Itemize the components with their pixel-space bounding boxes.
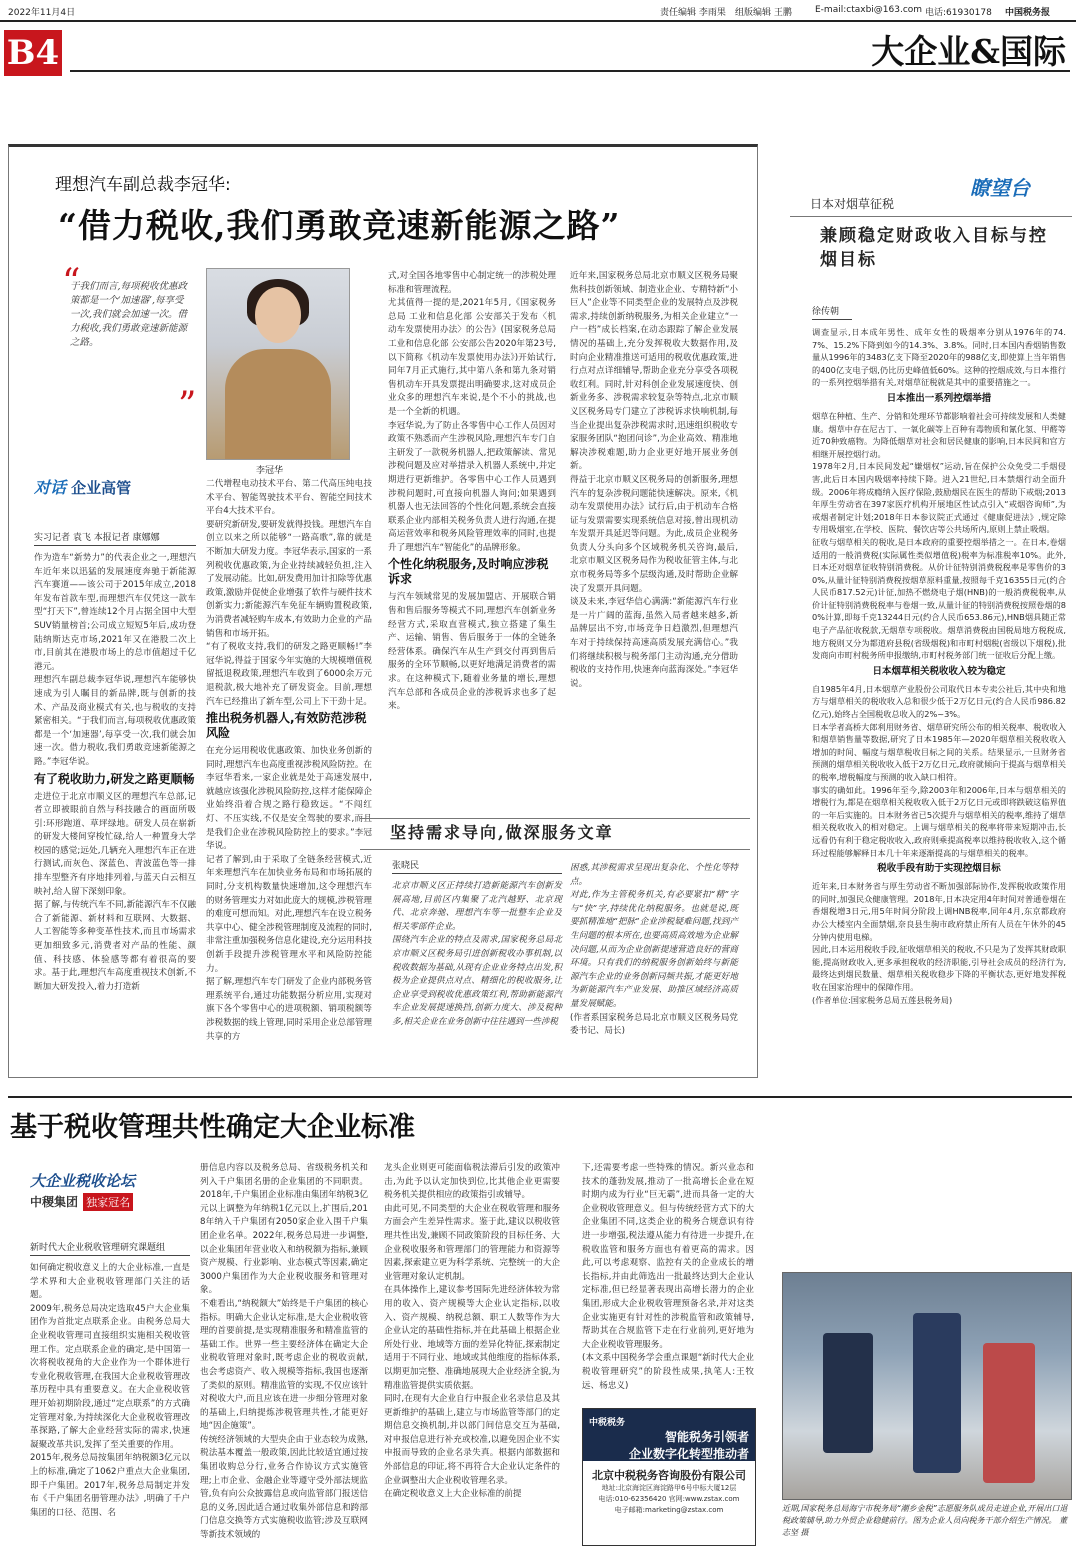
right-author: 徐传朝	[812, 304, 852, 320]
bottom-c1: 如何确定税收意义上的大企业标准,一直是学术界和大企业税收管理部门关注的话题。 2009年,税务总局决定选取45户大企业集团作为首批定点联系企业。由税务总局大企业税收管理司直接组织实施相关税收管理工作。定点联系企业的确定,是中国第一次将税收视角的大企业作为一个群体进行专业化税收管理,在我国大企业税收管理改革历程中具有重要意义。在大企业税收管理开始初期阶段,通过“定点联系”的方式确定管理对象,为持续深化大企业税收管理改革探路,了解大企业经营实际的需求,快速凝聚改革共识,发挥了至关重要的作用。 2015年,税务总局按集团年纳税额3亿元以上的标准,确定了1062户重点大企业集团,即千户集团。2017年,税务总局制定并发布《千户集团名册管理办法》,明确了千户集团的口径、范围、名	[30, 1263, 190, 1518]
page-number: B4	[4, 30, 62, 76]
bottom-rule	[8, 1096, 1072, 1098]
column-logo	[34, 475, 199, 515]
right-kicker: 日本对烟草征税	[810, 197, 895, 211]
inset-col-2	[570, 862, 738, 1039]
editor-credit: 责任编辑 李雨果	[660, 8, 726, 18]
ad-company: 北京中税税务咨询股份有限公司	[592, 1469, 746, 1482]
factory-photo	[782, 1272, 1072, 1500]
right-subhead-1: 日本推出一系列控烟举措	[886, 392, 992, 404]
main-col4b-text: 谈及未来,李冠华信心满满:“新能源汽车行业是一片广阔的蓝海,虽然入局者越来越多,新品牌层出不穷,市场竞争日趋激烈,但理想汽车对于持续保持高速高质发展充满信心。”我们将继续积极与税务部门主动沟通,充分借助税收的支持作用,快速奔向蓝海深处。”李冠华说。	[570, 597, 738, 689]
main-headline: “借力税收,我们勇敢竞速新能源之路”	[58, 206, 621, 245]
bottom-headline: 基于税收管理共性确定大企业标准	[10, 1112, 415, 1143]
right-p3: 自1985年4月,日本烟草产业股份公司取代日本专卖公社后,其中央和地方与烟草相关的税收收入总和很少低于2万亿日元(约合人民币986.82亿元),始终占全国税收总收入的2%~3%。 日本学者高桥大郎利用财务省、烟草研究所公布的相关税率、税收收入和烟草销售量等数据,研究了日本1985年—2020年烟草相关税收收入增加的时间、幅度与烟草税收目标之间的关系。结果显示,一旦财务省预测的烟草相关税收收入低于2万亿日元,政府就倾向于提高与烟草相关的税率,增税幅度与预测的收入缺口相符。 事实的确如此。1996年至今,除2003年和2006年,日本与烟草相关的增税行为,都是在烟草相关税收收入低于2万亿日元或即将跌破这临界值的一年后实施的。日本财务省已5次提升与烟草相关的税率,维持了烟草相关税收收入的相对稳定。上调与烟草相关的税率将带来短期冲击,长远看仍有利于稳定税收收入,政府则乘提高税率以维持税收收入,这个循环过程能够解释日本几十年来逐渐提高的与烟草相关的税率。	[812, 683, 1066, 858]
right-subhead-3: 税收手段有助于实现控烟目标	[877, 863, 1001, 875]
main-col2-text: 二代增程电动技术平台、第二代高压纯电技术平台、智能驾驶技术平台、智能空间技术平台4大技术平台。 要研究新研发,要研发就得投钱。理想汽车自创立以来之所以能够“一路高歌”,靠的就是不断加大研发力度。李冠华表示,国家的一系列税收优惠政策,为企业持续减轻负担,注入了发展动能。比如,研发费用加计扣除等优惠政策,激励并促使企业增强了软件与硬件技术创新实力;新能源汽车免征车辆购置税政策,为消费者减轻购车成本,有效助力企业的产品销售和市场开拓。 “有了税收支持,我们的研发之路更顺畅!”李冠华说,得益于国家今年实施的大规模增值税留抵退税政策,理想汽车收到了6000余万元退税款,极大地补充了研发资金。目前,理想汽车已经推出了新车型,公司上下干劲十足。	[206, 479, 373, 707]
inset-col1-text: 北京市顺义区正持续打造新能源汽车创新发展高地,目前区内集聚了北汽越野、北京现代、北京奔驰、理想汽车等一批整车企业及相关零部件企业。 围绕汽车企业的特点及需求,国家税务总局北京市顺义区税务局引进创新税收办事机制,以税收数据为基础,从现有企业业务特点出发,积极为企业提供点对点、精细化的税收服务,让企业享受到税收优惠政策红利,帮助新能源汽车企业发展提速换挡,创新力度大、涉及税种多,相关企业在业务创新中往往遇到一些涉税	[392, 881, 562, 1027]
bottom-col-1	[30, 1240, 190, 1520]
right-subhead-2: 日本烟草相关税收收入较为稳定	[872, 665, 1006, 677]
paper-name: 中国税务报	[1005, 8, 1051, 18]
forum-logo	[30, 1170, 190, 1218]
portrait-photo	[206, 268, 350, 460]
masthead-bar	[0, 0, 1076, 22]
ad-brand: 中税税务	[589, 1418, 626, 1428]
right-p4: 近年来,日本财务省与厚生劳动省不断加强部际协作,发挥税收政策作用的同时,加强民众健康管理。2018年,日本决定用4年时间对普通卷烟在香烟税增3日元,用5年时间分阶段上调HNB税率,同年4月,东京都政府办公大楼室内全面禁烟,奈良县生驹市政府禁止所有人员在午休外的45分钟内使用电梯。 因此,日本运用税收手段,征收烟草相关的税收,不只是为了发挥其财政职能,提高财政收入,更多承担税收的经济职能,引导社会成员的经济行为,最终达到烟民数量、烟草相关税收稳步下降的平衡状态,更好地发挥税收在国家治理中的保障作用。	[812, 881, 1066, 992]
contact-email: E-mail:ctaxbi@163.com	[815, 5, 923, 15]
ad-slogan-1: 智能税务引领者	[664, 1430, 749, 1444]
main-subhead-3: 个性化纳税服务,及时响应涉税诉求	[388, 557, 549, 587]
main-col3-text: 式,对全国各地零售中心制定统一的涉税处理标准和管理流程。 尤其值得一提的是,2021年5月,《国家税务总局 工业和信息化部 公安部关于发布〈机动车发票使用办法〉的公告》(国家税务总局 工业和信息化部 公安部公告2020年第23号,以下简称《机动车发票使用办法》)开始试行,同年7月正式施行,其中第八条和第九条对销售机动车开具发票提出明确要求,这对成员企业众多的理想汽车来说,是个不小的挑战,也是一个全新的机遇。 李冠华说,为了防止各零售中心工作人员因对政策不熟悉而产生涉税风险,理想汽车专门自主研发了一款税务机器人,把政策解读、常见涉税问题及应对举措录入机器人系统中,并定期进行更新维护。各零售中心工作人员遇到涉税问题时,可直接向机器人询问;如果遇到机器人也无法回答的个性化问题,系统会直接联系企业内部相关税务负责人进行沟通,在提高运营效率和税务风险管理效率的同时,也提升了理想汽车“智能化”的品牌形象。	[388, 271, 556, 553]
inset-col-1	[392, 858, 562, 1030]
header-rule	[70, 70, 1070, 72]
main-col-3	[388, 270, 556, 714]
issue-date: 2022年11月4日	[8, 8, 76, 18]
close-quote-icon: ”	[178, 385, 197, 426]
bottom-c2: 册信息内容以及税务总局、省级税务机关和列入千户集团名册的企业集团的不同职责。2018年,千户集团企业标准由集团年纳税3亿元以上调整为年纳税1亿元以上,扩围后,2018年纳入千户集团有2050家企业入围千户集团企业名单。2022年,税务总局进一步调整,以企业集团年营业收入和纳税额为指标,兼顾资产规模、行业影响、业态模式等因素,确定3000户集团作为大企业税收服务和管理对象。 不难看出,“纳税额大”始终是千户集团的核心指标。明确大企业认定标准,是大企业税收管理的首要前提,是实现精准服务和精准监管的基础工作。世界一些主要经济体在确定大企业税收管理对象时,既考虑企业的税收贡献,也会考虑资产、收入规模等指标,我国也逐渐了类似的原则。精准监管的实现,不仅应该针对税收大户,而且应该在进一步细分管理对象的基础上,归纳提炼涉税管理共性,才能更好地“因企施策”。 传统经济领域的大型央企由于业态较为成熟,税法基本覆盖一般政策,因此比较适宜通过按集团收购总分行,业务合作协议方式实施管理;上市企业、金融企业等遵守受外部法规监管,负有向公众披露信息或向监管部门报送信息的义务,因此适合通过收集外部信息和跨部门信息交换等方式实施税收监管;涉及互联网等新技术领域的	[200, 1163, 368, 1541]
main-col1-text: 作为造车“新势力”的代表企业之一,理想汽车近年来以迅猛的发展速度奔驰于新能源汽车赛道——该公司于2015年成立,2018年发布首款车型,而理想汽车仅凭这一款车型“打天下”,曾连续12个月占据全国中大型SUV销量榜首;公司成立短短5年后,成功登陆纳斯达克市场,2021年又在港股二次上市,目前其在港股市场上的总市值超过千亿港元。 理想汽车副总裁李冠华说,理想汽车能够快速成为引人瞩目的新品牌,既与创新的技术、产品及商业模式有关,也与税收的支持紧密相关。“于我们而言,每项税收优惠政策都是一个‘加速器’,每享受一次,我们就会加速一次。借力税收,我们勇敢竞速新能源之路。”李冠华说。	[34, 553, 196, 767]
column-logo-mark: 对话	[34, 478, 67, 497]
main-subhead-2: 推出税务机器人,有效防范涉税风险	[206, 711, 367, 741]
ad-slogan-2: 企业数字化转型推动者	[628, 1447, 749, 1461]
forum-badge: 独家冠名	[83, 1193, 133, 1211]
right-headline: 兼顾稳定财政收入目标与控烟目标	[820, 226, 1048, 270]
ad-address: 地址:北京海淀区海淀路甲6号中标大厦12层	[601, 1484, 737, 1492]
forum-sponsor: 中稷集团	[30, 1195, 79, 1209]
advertisement	[582, 1408, 756, 1546]
open-quote-icon: “	[62, 262, 81, 303]
main-col-4	[570, 270, 738, 691]
section-title: 大企业&国际	[871, 32, 1066, 71]
bottom-byline: 新时代大企业税收管理研究课题组	[30, 1240, 190, 1256]
right-p1: 调查显示,日本成年男性、成年女性的吸烟率分别从1976年的74.7%、15.2%下降到如今的14.3%、3.8%。同时,日本国内香烟销售数量从1996年的3483亿支下降至2020年的988亿支,即使算上当年销售的400亿支电子烟,仍比历史峰值低60%。这种的控烟成效,与日本推行的一系列控烟举措有关,对烟草征税就是其中的重要措施之一。	[812, 327, 1066, 388]
right-p2: 烟草在种植、生产、分销和处理环节都影响着社会可持续发展和人类健康。烟草中存在尼古丁、一氧化碳等上百种有毒物质和氰化氢、甲醛等近70种致癌物。为降低烟草对社会和居民健康的影响,日本民间和官方相继开展控烟行动。 1978年2月,日本民间发起“嫌烟权”运动,旨在保护公众免受二手烟侵害,此后日本国内吸烟率持续下降。进入21世纪,日本禁烟行动全面升级。2006年将成瘾纳入医疗保险,鼓励烟民在医生的帮助下戒烟;2013年厚生劳动省在397家医疗机构开展地区性试点引入“戒烟咨询师”,为戒烟者制定计划;2018年日本参议院正式通过《健康促进法》,规定除专用吸烟室,在学校、医院、餐饮店等公共场所内,原则上禁止吸烟。 征收与烟草相关的税收,是日本政府的重要控烟举措之一。在日本,卷烟适用的一般消费税(实际属性类似增值税)税率为标准税率10%。此外,日本还对烟草征收特别消费税。从价计征特别消费税税率是零售价的30%,从量计征特别消费税按烟草原料重量,按照每千克16355日元(约合人民币817.52元)计征,加热不燃烧电子烟(HNB)的一般消费税税率,从价计征特别消费税税率与卷烟一致,从量计征的特别消费税按照卷烟的80%计算,即每千克13244日元(约合人民币653.86元),HNB烟具随正常电子产品征收税款,无烟草专项税收。烟草消费税由国税局地方税税成,地方税则又分为都道府县税(省级烟税)和市町村烟税(省级以下烟税),批发商向市町村税务所申报缴纳,市町村税务部门统一征收后分配上缴。	[812, 410, 1066, 661]
main-col3b-text: 与汽车领域常见的发展加盟店、开展联合销售和售后服务等模式不同,理想汽车创新业务经营方式,采取直营模式,独立搭建了集生产、运输、销售、售后服务于一体的全链条经营体系。确保汽车从生产到交付再到售后服务的全环节顺畅,以更好地满足消费者的需求。在这种模式下,随着业务量的增长,理想汽车总部和各成员企业的涉税诉求也多了起来。	[388, 592, 556, 712]
column-logo-name: 企业高管	[71, 479, 132, 497]
right-col-body	[812, 304, 1066, 1006]
main-byline: 实习记者 袁飞 本报记者 康娜娜	[34, 530, 196, 546]
main-col1b-text: 走进位于北京市顺义区的理想汽车总部,记者立即被眼前自然与科技融合的画面所吸引:环形跑道、草坪绿地。研发人员在崭新的研发大楼间穿梭忙碌,给人一种置身大学校园的感觉;远处,几辆充入理想汽车正在进行测试,而灰色、深蓝色、青波蓝色等一排排车型整齐有序地排列着,与蓝天白云相互映衬,给人留下深刻印象。 据了解,与传统汽车不同,新能源汽车不仅融合了新能源、新材料和互联网、大数据、人工智能等多种变革性技术,而且市场需求更加细致多元,消费者对产品的性能、颜值、科技感、体验感等都有着很高的要求。基于此,理想汽车高度重视技术创新,不断加大研发投入,着力打造新	[34, 791, 196, 992]
bottom-c3: 龙头企业则更可能面临税法滞后引发的政策冲击,为此予以认定加快到位,比其他企业更需要税务机关提供相应的政策指引或辅导。 由此可见,不同类型的大企业在税收管理和服务方面会产生差异性需求。鉴于此,建议以税收管理共性出发,兼顾不同政策阶段的目标任务、大企业税收服务和管理部门的管理能力和资源等因素,探索建立更为科学系统、完整统一的大企业管理对象认定机制。 在具体操作上,建议参考国际先进经济体较为常用的收入、资产规模等大企业认定指标,以收入、资产规模、纳税总额、职工人数等作为大企业认定的基础性指标,并在此基础上根据企业所处行业、地域等方面的差异化特征,探索制定适用于不同行业、地域或其他维度的指标体系,以期更加完整、准确地展现大企业经济全貌,为精准监管提供实质依据。 同时,在现有大企业自行申报企业名录信息及其更新维护的基础上,建立与市场监管等部门的定期信息交换机制,并以部门间信息交互为基础,对申报信息进行补充或校准,以避免因企业不实申报而导致的企业名录失真。根据内部数据和外部信息的印证,将不再符合大企业认定条件的企业调整出大企业税收管理名录。 在确定税收意义上大企业标准的前提	[384, 1163, 560, 1500]
inset-title: 坚持需求导向,做深服务文章	[390, 823, 614, 842]
inset-col2-text: 困惑,其涉税需求呈现出复杂化、个性化等特点。 对此,作为主管税务机关,有必要紧扣“精”字与“快”字,持续优化纳税服务。也就是说,既要抓精准地“把脉”企业涉税疑难问题,找到产生问题的根本所在,也要高质高效地为企业解决问题,从而为企业创新提速营造良好的营商环境。只有我们的纳税服务创新始终与新能源汽车企业的业务创新同频共振,才能更好地为新能源汽车产业发展、助推区域经济高质量发展赋能。	[570, 863, 738, 1009]
contact-phone: 电话:61930178	[925, 8, 992, 18]
typesetter-credit: 组版编辑 王鹏	[735, 8, 792, 18]
inset-author: 张晓民	[392, 858, 562, 874]
bottom-col-3	[384, 1162, 560, 1502]
portrait-caption: 李冠华	[256, 466, 284, 476]
main-kicker: 理想汽车副总裁李冠华:	[55, 175, 231, 195]
bottom-col-2	[200, 1162, 368, 1543]
bottom-col-4	[582, 1162, 754, 1393]
ad-email: 电子邮箱:marketing@zstax.com	[614, 1506, 724, 1514]
bottom-c4: 下,还需要考虑一些特殊的情况。新兴业态和技术的蓬勃发展,推动了一批高增长企业在短时期内成为行业“巨无霸”,进而具备一定的大企业税收管理意义。但与传统经营方式下的大企业集团不同,这类企业的税务合规意识有待进一步增强,税法遵从能力有待进一步提升,在税收监管和服务方面也有着更高的需求。因此,可以考虑观察、监控有关的企业成长的增长指标,并由此筛选出一批最终达到大企业认定标准,但已经显著表现出高增长潜力的企业集团,形成大企业税收管理预备名录,并对这类企业实施更有针对性的涉税监管和政策辅导,帮助其在合规监管下走在行业前列,更好地为大企业税收管理服务。 (本文系中国税务学会重点课题“新时代大企业税收管理研究”的阶段性成果,执笔人:王牧远、杨忠义)	[582, 1163, 754, 1391]
photo-caption: 近期,国家税务总局海宁市税务局“潮乡金税”志愿服务队成员走进企业,开展出口退税政策辅导,助力外贸企业稳健前行。图为企业人员向税务干部介绍生产情况。 董志坚 摄	[782, 1504, 1068, 1537]
right-note: (作者单位:国家税务总局五莲县税务局)	[812, 994, 953, 1005]
right-column-tag: 瞭望台	[970, 176, 1030, 200]
main-col-1	[34, 530, 196, 994]
ad-phone: 电话:010-62356420 官网:www.zstax.com	[598, 1495, 740, 1503]
main-col4-text: 近年来,国家税务总局北京市顺义区税务局聚焦科技创新领域、制造业企业、专精特新“小巨人”企业等不同类型企业的发展特点及涉税需求,持续创新纳税服务,为相关企业建立“一户一档”成长档案,在动态跟踪了解企业发展情况的基础上,充分发挥税收大数据作用,及时向企业精准推送可适用的税收优惠政策,进行点对点详细辅导,帮助企业充分享受各项税收红利。同时,针对科创企业发展速度快、创新业务多、涉税需求较复杂等特点,北京市顺义区税务局专门建立了涉税诉求快响机制,每当企业提出复杂涉税需求时,迅速组织税收专家服务团队“抱团问诊”,为企业高效、精准地解决涉税难题,助力企业更好地开展业务创新。 得益于北京市顺义区税务局的创新服务,理想汽车的复杂涉税问题能快速解决。原来,《机动车发票使用办法》试行后,由于机动车合格证与发票需要实现系统信息对接,曾出现机动车发票开具延迟等问题。为此,成员企业税务负责人分头向多个区域税务机关咨询,最后,北京市顺义区税务局作为税收征管主体,与北京市税务局等多个层级沟通,及时帮助企业解决了发票开具问题。	[570, 271, 738, 594]
main-col-2	[206, 478, 372, 1044]
forum-name: 大企业税收论坛	[30, 1172, 136, 1190]
pull-quote: 于我们而言,每项税收优惠政策都是一个‘加速器’,每享受一次,我们就会加速一次。借力税收,我们勇敢竞速新能源之路。	[70, 281, 188, 348]
main-col2b-text: 在充分运用税收优惠政策、加快业务创新的同时,理想汽车也高度重视涉税风险防控。在李冠华看来,一家企业就是处于高速发展中,就越应该强化涉税风险防控,这样才能保障企业始终沿着合规之路行稳致远。“不闯红灯、不压实线,不仅是安全驾驶的要求,而且是我们企业在涉税风险防控上的要求。”李冠华说。 记者了解到,由于采取了全链条经营模式,近年来理想汽车在加快业务布局和市场拓展的同时,分支机构数量快速增加,这令理想汽车的财务管理实力对如此庞大的规模,涉税管理的难度可想而知。对此,理想汽车在设立税务共享中心、健全涉税管理制度及流程的同时,非常注重加强税务信息化建设,充分运用科技创新手段提升涉税管理水平和风险防控能力。 据了解,理想汽车专门研发了企业内部税务管理系统平台,通过功能数据分析应用,实现对旗下各个零售中心的进项税额、销项税额等涉税数据的线上管理,同时采用企业总部管理共享的方	[206, 746, 373, 1042]
inset-note: (作者系国家税务总局北京市顺义区税务局党委书记、局长)	[570, 1012, 738, 1037]
main-subhead-1: 有了税收助力,研发之路更顺畅	[34, 771, 195, 786]
